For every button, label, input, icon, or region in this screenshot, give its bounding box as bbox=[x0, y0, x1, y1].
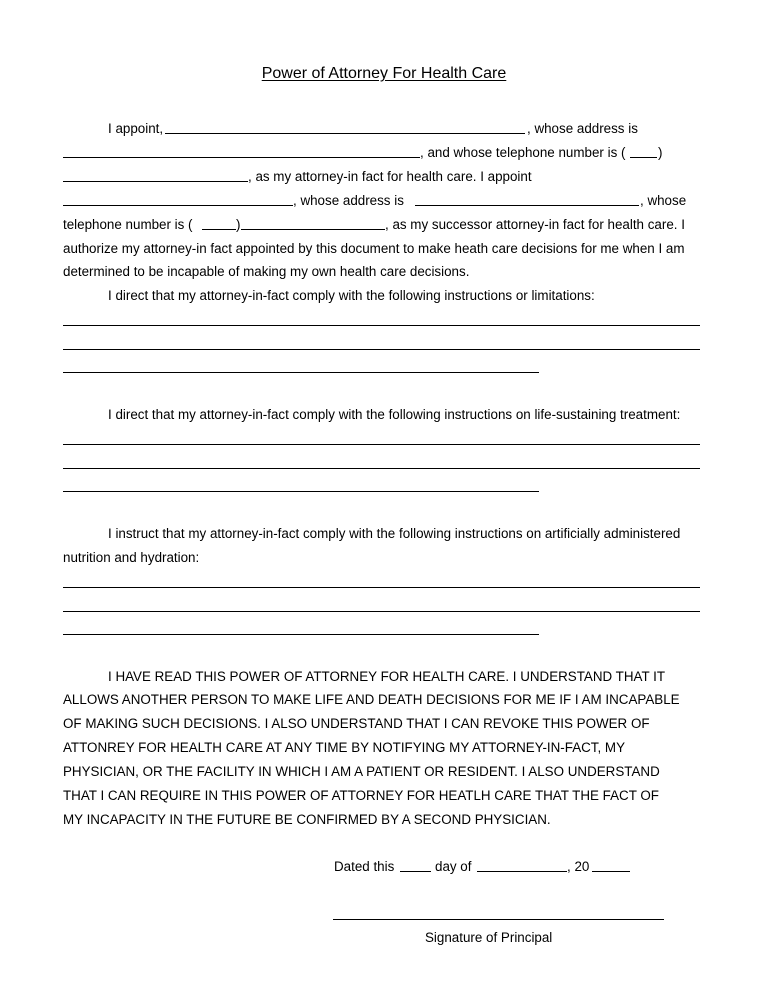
dated-label: Dated this bbox=[334, 859, 395, 874]
acknowledgment-line-4: ATTONREY FOR HEALTH CARE AT ANY TIME BY NOTIFYING MY ATTORNEY-IN-FACT, MY bbox=[63, 740, 626, 755]
successor-address-text: , whose address is bbox=[293, 193, 404, 208]
acknowledgment-line-3: OF MAKING SUCH DECISIONS. I ALSO UNDERSTAND THAT I CAN REVOKE THIS POWER OF bbox=[63, 716, 650, 731]
appoint-label: I appoint, bbox=[108, 121, 164, 136]
year-prefix-label: , 20 bbox=[567, 859, 590, 874]
life-sustaining-line-1[interactable] bbox=[63, 444, 700, 445]
whose-text: , whose bbox=[640, 193, 687, 208]
day-of-label: day of bbox=[435, 859, 472, 874]
determined-text: determined to be incapable of making my own health care decisions. bbox=[63, 264, 470, 279]
authorize-text: authorize my attorney-in fact appointed by this document to make heath care decisions for me when I am bbox=[63, 241, 685, 256]
life-sustaining-instruction: I direct that my attorney-in-fact comply with the following instructions on life-sustaining treatment: bbox=[108, 407, 681, 422]
limitations-line-2[interactable] bbox=[63, 349, 700, 350]
telephone-text: , and whose telephone number is ( bbox=[420, 145, 626, 160]
page-title: Power of Attorney For Health Care bbox=[261, 65, 507, 82]
attorney-address-blank[interactable] bbox=[63, 157, 420, 158]
paren-close-2: ) bbox=[236, 217, 241, 232]
limitations-line-3[interactable] bbox=[63, 372, 539, 373]
signature-label: Signature of Principal bbox=[425, 930, 553, 945]
whose-address-text: , whose address is bbox=[527, 121, 638, 136]
dated-month-blank[interactable] bbox=[477, 871, 567, 872]
attorney-area-code-blank[interactable] bbox=[630, 157, 657, 158]
paren-close: ) bbox=[658, 145, 663, 160]
signature-line[interactable] bbox=[333, 919, 664, 920]
attorney-name-blank[interactable] bbox=[165, 133, 525, 134]
dated-year-blank[interactable] bbox=[592, 871, 630, 872]
nutrition-line-2[interactable] bbox=[63, 611, 700, 612]
life-sustaining-line-2[interactable] bbox=[63, 468, 700, 469]
acknowledgment-line-5: PHYSICIAN, OR THE FACILITY IN WHICH I AM A PATIENT OR RESIDENT. I ALSO UNDERSTAND bbox=[63, 764, 660, 779]
dated-day-blank[interactable] bbox=[400, 871, 431, 872]
limitations-instruction: I direct that my attorney-in-fact comply with the following instructions or limitations: bbox=[108, 288, 595, 303]
nutrition-line-1[interactable] bbox=[63, 587, 700, 588]
nutrition-line-3[interactable] bbox=[63, 634, 539, 635]
successor-text: , as my successor attorney-in fact for health care. I bbox=[385, 217, 685, 232]
limitations-line-1[interactable] bbox=[63, 325, 700, 326]
life-sustaining-line-3[interactable] bbox=[63, 491, 539, 492]
successor-name-blank[interactable] bbox=[63, 205, 293, 206]
acknowledgment-line-2: ALLOWS ANOTHER PERSON TO MAKE LIFE AND DEATH DECISIONS FOR ME IF I AM INCAPABLE bbox=[63, 692, 680, 707]
nutrition-instruction-line-2: nutrition and hydration: bbox=[63, 550, 200, 565]
acknowledgment-line-7: MY INCAPACITY IN THE FUTURE BE CONFIRMED BY A SECOND PHYSICIAN. bbox=[63, 812, 551, 827]
successor-telephone-text: telephone number is ( bbox=[63, 217, 193, 232]
successor-phone-blank[interactable] bbox=[241, 229, 385, 230]
nutrition-instruction-line-1: I instruct that my attorney-in-fact comply with the following instructions on artificially administered bbox=[108, 526, 681, 541]
attorney-phone-blank[interactable] bbox=[63, 181, 248, 182]
successor-area-code-blank[interactable] bbox=[202, 229, 236, 230]
successor-address-blank[interactable] bbox=[415, 205, 639, 206]
attorney-in-fact-text: , as my attorney-in fact for health care. I appoint bbox=[248, 169, 532, 184]
acknowledgment-line-6: THAT I CAN REQUIRE IN THIS POWER OF ATTORNEY FOR HEATLH CARE THAT THE FACT OF bbox=[63, 788, 659, 803]
acknowledgment-line-1: I HAVE READ THIS POWER OF ATTORNEY FOR HEALTH CARE. I UNDERSTAND THAT IT bbox=[108, 669, 666, 684]
